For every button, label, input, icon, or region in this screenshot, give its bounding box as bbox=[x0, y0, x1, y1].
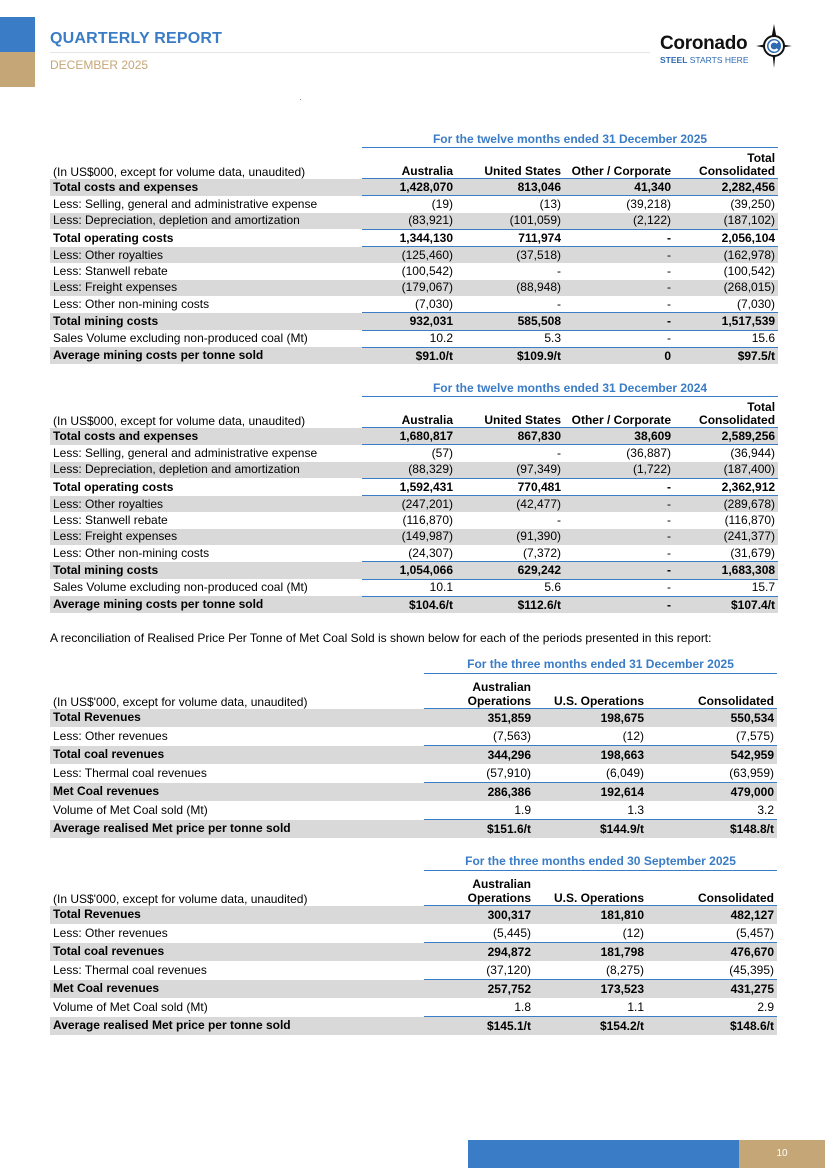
table-row bbox=[50, 347, 778, 364]
cell-value: (13) bbox=[539, 196, 561, 211]
cell-value: 711,974 bbox=[456, 229, 564, 246]
row-label: Less: Selling, general and administrative expense bbox=[53, 445, 318, 460]
table-row bbox=[50, 512, 778, 528]
cell-value: 1.3 bbox=[534, 801, 647, 820]
cell-value: (37,120) bbox=[424, 961, 534, 980]
compass-icon bbox=[756, 24, 792, 68]
cell-value: 3.2 bbox=[647, 801, 777, 820]
row-label: Less: Other non-mining costs bbox=[53, 296, 210, 311]
cell-value: 300,317 bbox=[424, 906, 534, 925]
cell-value: $97.5/t bbox=[674, 347, 778, 364]
cell-value: 1,054,066 bbox=[362, 562, 456, 579]
row-label: Less: Depreciation, depletion and amortization bbox=[50, 213, 362, 230]
cell-value: (5,445) bbox=[424, 924, 534, 943]
cell-value: (247,201) bbox=[362, 496, 456, 513]
column-header: Total Consolidated bbox=[674, 148, 778, 179]
table-row bbox=[50, 229, 778, 246]
cell-value: 15.7 bbox=[674, 579, 778, 596]
cell-value: (116,870) bbox=[402, 513, 453, 528]
cell-value: 15.6 bbox=[674, 330, 778, 347]
cell-value: (19) bbox=[431, 196, 453, 211]
column-header: Australia bbox=[362, 397, 456, 428]
row-label: Less: Freight expenses bbox=[50, 529, 362, 545]
cell-value: 10.1 bbox=[362, 579, 456, 596]
table-row bbox=[50, 924, 777, 943]
cell-value: (7,372) bbox=[456, 545, 564, 562]
revenue-table bbox=[50, 853, 777, 1035]
cell-value: - bbox=[564, 296, 674, 313]
column-header: United States bbox=[456, 148, 564, 179]
period-spacer bbox=[50, 380, 362, 397]
column-header-row bbox=[50, 397, 778, 428]
row-label: Volume of Met Coal sold (Mt) bbox=[53, 999, 208, 1014]
table-row bbox=[50, 496, 778, 513]
table-row bbox=[50, 980, 777, 999]
cost-table bbox=[50, 131, 778, 364]
cell-value: - bbox=[564, 596, 674, 613]
cell-value: (289,678) bbox=[674, 496, 778, 513]
table-row bbox=[50, 579, 778, 596]
cell-value: (241,377) bbox=[674, 529, 778, 545]
cell-value: (91,390) bbox=[456, 529, 564, 545]
row-label: Total coal revenues bbox=[50, 746, 424, 765]
cell-value: (7,030) bbox=[674, 296, 778, 313]
table-row bbox=[50, 709, 777, 728]
cell-value: 2,056,104 bbox=[674, 229, 778, 246]
cell-value: - bbox=[557, 513, 561, 528]
cell-value: 5.6 bbox=[456, 579, 564, 596]
table-row bbox=[50, 196, 778, 213]
cell-value: $148.6/t bbox=[647, 1017, 777, 1036]
cell-value: - bbox=[564, 529, 674, 545]
cell-value: 585,508 bbox=[456, 313, 564, 330]
cell-value: 1.9 bbox=[424, 801, 534, 820]
cell-value: - bbox=[667, 264, 671, 279]
row-label: Total Revenues bbox=[50, 906, 424, 925]
footer-bar bbox=[468, 1140, 739, 1168]
column-header: Other / Corporate bbox=[564, 148, 674, 179]
realised-price-table-sep-2025 bbox=[50, 853, 777, 1035]
cell-value: 5.3 bbox=[456, 330, 564, 347]
cell-value: 286,386 bbox=[424, 783, 534, 802]
cell-value: (45,395) bbox=[647, 961, 777, 980]
mining-costs-table-2025 bbox=[50, 131, 778, 364]
table-row bbox=[50, 562, 778, 579]
row-label: Total mining costs bbox=[50, 562, 362, 579]
cell-value: - bbox=[564, 562, 674, 579]
cell-value: (36,944) bbox=[730, 445, 776, 460]
cell-value: 257,752 bbox=[424, 980, 534, 999]
cell-value: 181,798 bbox=[534, 943, 647, 962]
table-row bbox=[50, 764, 777, 783]
cell-value: (12) bbox=[534, 924, 647, 943]
table-row bbox=[50, 313, 778, 330]
row-label: Total mining costs bbox=[50, 313, 362, 330]
cell-value: (57,910) bbox=[424, 764, 534, 783]
cell-value: 479,000 bbox=[647, 783, 777, 802]
table-row bbox=[50, 545, 778, 562]
cell-value: (6,049) bbox=[534, 764, 647, 783]
cell-value: - bbox=[564, 330, 674, 347]
period-heading: For the three months ended 31 December 2025 bbox=[424, 656, 777, 674]
cell-value: - bbox=[564, 545, 674, 562]
table-row bbox=[50, 746, 777, 765]
row-label: Average mining costs per tonne sold bbox=[50, 347, 362, 364]
cell-value: 1.1 bbox=[534, 998, 647, 1017]
cell-value: (83,921) bbox=[362, 213, 456, 230]
cell-value: (12) bbox=[534, 727, 647, 746]
cell-value: 867,830 bbox=[456, 428, 564, 445]
period-heading: For the three months ended 30 September 2025 bbox=[424, 853, 777, 871]
cell-value: (57) bbox=[431, 445, 453, 460]
row-label: Less: Other royalties bbox=[50, 247, 362, 264]
row-label: Total costs and expenses bbox=[50, 428, 362, 445]
mining-costs-table-2024 bbox=[50, 380, 778, 613]
column-header-row bbox=[50, 148, 778, 179]
cell-value: (149,987) bbox=[362, 529, 456, 545]
header-divider bbox=[50, 52, 650, 53]
realised-price-table-dec-2025 bbox=[50, 656, 777, 838]
cell-value: $144.9/t bbox=[534, 820, 647, 839]
row-label: Met Coal revenues bbox=[50, 783, 424, 802]
column-header-row bbox=[50, 674, 777, 709]
column-header: United States bbox=[456, 397, 564, 428]
row-label: Less: Stanwell rebate bbox=[53, 513, 168, 528]
cost-table bbox=[50, 380, 778, 613]
column-header: Total Consolidated bbox=[674, 397, 778, 428]
row-label: Total coal revenues bbox=[50, 943, 424, 962]
cell-value: 198,675 bbox=[534, 709, 647, 728]
reconciliation-text: A reconciliation of Realised Price Per Tonne of Met Coal Sold is shown below for each of the periods presented in this report: bbox=[50, 631, 712, 645]
cell-value: 770,481 bbox=[456, 478, 564, 495]
cell-value: $145.1/t bbox=[424, 1017, 534, 1036]
cell-value: (37,518) bbox=[456, 247, 564, 264]
header-tan-block bbox=[0, 52, 35, 87]
cell-value: 476,670 bbox=[647, 943, 777, 962]
cell-value: 173,523 bbox=[534, 980, 647, 999]
row-label: Less: Other revenues bbox=[53, 925, 168, 940]
cell-value: (39,250) bbox=[730, 196, 776, 211]
cell-value: - bbox=[564, 280, 674, 296]
logo-tagline bbox=[660, 55, 749, 65]
cell-value: $148.8/t bbox=[647, 820, 777, 839]
cell-value: (101,059) bbox=[456, 213, 564, 230]
row-label: Less: Freight expenses bbox=[50, 280, 362, 296]
table-row bbox=[50, 445, 778, 462]
cell-value: 181,810 bbox=[534, 906, 647, 925]
stray-dot bbox=[300, 99, 301, 100]
cell-value: (39,218) bbox=[626, 196, 671, 211]
table-row bbox=[50, 296, 778, 313]
period-row bbox=[50, 380, 778, 397]
logo-tag-bold: STEEL bbox=[660, 55, 688, 65]
cell-value: 550,534 bbox=[647, 709, 777, 728]
row-label: Sales Volume excluding non-produced coal (Mt) bbox=[53, 331, 308, 346]
column-header: Australian Operations bbox=[424, 674, 534, 709]
table-row bbox=[50, 263, 778, 279]
row-label: Total costs and expenses bbox=[50, 179, 362, 196]
row-label: Less: Thermal coal revenues bbox=[53, 765, 207, 780]
table-row bbox=[50, 998, 777, 1017]
revenue-table bbox=[50, 656, 777, 838]
cell-value: - bbox=[456, 296, 564, 313]
table-row bbox=[50, 961, 777, 980]
cell-value: 1,428,070 bbox=[362, 179, 456, 196]
period-row bbox=[50, 656, 777, 674]
cell-value: (97,349) bbox=[456, 462, 564, 479]
cell-value: 1,680,817 bbox=[362, 428, 456, 445]
cell-value: (24,307) bbox=[362, 545, 456, 562]
cell-value: 482,127 bbox=[647, 906, 777, 925]
cell-value: 542,959 bbox=[647, 746, 777, 765]
table-row bbox=[50, 280, 778, 296]
cell-value: - bbox=[564, 229, 674, 246]
cell-value: 629,242 bbox=[456, 562, 564, 579]
cell-value: 192,614 bbox=[534, 783, 647, 802]
row-label: Volume of Met Coal sold (Mt) bbox=[53, 802, 208, 817]
header-blue-block bbox=[0, 17, 35, 52]
cell-value: 1,517,539 bbox=[674, 313, 778, 330]
table-row bbox=[50, 1017, 777, 1036]
cell-value: (187,400) bbox=[674, 462, 778, 479]
period-heading: For the twelve months ended 31 December 2024 bbox=[362, 380, 778, 397]
cell-value: (88,948) bbox=[456, 280, 564, 296]
period-row bbox=[50, 131, 778, 148]
row-label: Average realised Met price per tonne sold bbox=[50, 1017, 424, 1036]
cell-value: 351,859 bbox=[424, 709, 534, 728]
cell-value: 2,362,912 bbox=[674, 478, 778, 495]
row-label: Less: Stanwell rebate bbox=[53, 264, 168, 279]
cell-value: 1.8 bbox=[424, 998, 534, 1017]
cell-value: (63,959) bbox=[647, 764, 777, 783]
cell-value: (162,978) bbox=[674, 247, 778, 264]
cell-value: $154.2/t bbox=[534, 1017, 647, 1036]
cell-value: (7,575) bbox=[647, 727, 777, 746]
report-title: QUARTERLY REPORT bbox=[50, 30, 223, 47]
table-row bbox=[50, 596, 778, 613]
row-label: Less: Thermal coal revenues bbox=[53, 962, 207, 977]
cell-value: - bbox=[564, 313, 674, 330]
row-label: Sales Volume excluding non-produced coal (Mt) bbox=[53, 580, 308, 595]
row-label: Less: Other non-mining costs bbox=[53, 545, 210, 560]
row-label: Less: Other revenues bbox=[53, 728, 168, 743]
period-spacer bbox=[50, 131, 362, 148]
table-row bbox=[50, 478, 778, 495]
units-label: (In US$000, except for volume data, unaudited) bbox=[53, 164, 306, 179]
coronado-logo bbox=[660, 31, 795, 77]
table-row bbox=[50, 801, 777, 820]
cell-value: 1,592,431 bbox=[362, 478, 456, 495]
logo-tag-rest: STARTS HERE bbox=[687, 55, 749, 65]
row-label: Average mining costs per tonne sold bbox=[50, 596, 362, 613]
cell-value: $151.6/t bbox=[424, 820, 534, 839]
column-header: Consolidated bbox=[647, 674, 777, 709]
cell-value: 38,609 bbox=[564, 428, 674, 445]
table-row bbox=[50, 820, 777, 839]
column-header-row bbox=[50, 871, 777, 906]
table-row bbox=[50, 213, 778, 230]
cell-value: 2.9 bbox=[647, 998, 777, 1017]
column-header: U.S. Operations bbox=[534, 674, 647, 709]
table-row bbox=[50, 906, 777, 925]
row-label: Less: Depreciation, depletion and amortization bbox=[50, 462, 362, 479]
cell-value: 1,344,130 bbox=[362, 229, 456, 246]
column-header: Australia bbox=[362, 148, 456, 179]
column-header: Australian Operations bbox=[424, 871, 534, 906]
logo-name: Coronado bbox=[660, 33, 748, 54]
units-label: (In US$000, except for volume data, unaudited) bbox=[53, 413, 306, 428]
cell-value: 813,046 bbox=[456, 179, 564, 196]
table-row bbox=[50, 783, 777, 802]
row-label: Average realised Met price per tonne sold bbox=[50, 820, 424, 839]
table-row bbox=[50, 727, 777, 746]
cell-value: $91.0/t bbox=[362, 347, 456, 364]
table-row bbox=[50, 247, 778, 264]
row-label: Less: Selling, general and administrative expense bbox=[53, 196, 318, 211]
column-header: U.S. Operations bbox=[534, 871, 647, 906]
cell-value: - bbox=[564, 496, 674, 513]
row-label: Met Coal revenues bbox=[50, 980, 424, 999]
report-date: DECEMBER 2025 bbox=[50, 58, 149, 72]
cell-value: - bbox=[564, 247, 674, 264]
table-row bbox=[50, 529, 778, 545]
row-label: Less: Other royalties bbox=[50, 496, 362, 513]
units-label: (In US$'000, except for volume data, unaudited) bbox=[53, 694, 308, 709]
cell-value: 2,589,256 bbox=[674, 428, 778, 445]
table-row bbox=[50, 428, 778, 445]
units-label: (In US$'000, except for volume data, unaudited) bbox=[53, 891, 308, 906]
cell-value: 198,663 bbox=[534, 746, 647, 765]
cell-value: - bbox=[667, 513, 671, 528]
period-spacer bbox=[50, 853, 424, 871]
row-label: Total operating costs bbox=[53, 479, 174, 494]
column-header: Consolidated bbox=[647, 871, 777, 906]
cell-value: - bbox=[557, 445, 561, 460]
cell-value: $109.9/t bbox=[456, 347, 564, 364]
cell-value: $104.6/t bbox=[362, 596, 456, 613]
cell-value: (7,030) bbox=[362, 296, 456, 313]
period-spacer bbox=[50, 656, 424, 674]
cell-value: (1,722) bbox=[564, 462, 674, 479]
cell-value: - bbox=[564, 579, 674, 596]
cell-value: (8,275) bbox=[534, 961, 647, 980]
cell-value: (31,679) bbox=[674, 545, 778, 562]
period-heading: For the twelve months ended 31 December 2025 bbox=[362, 131, 778, 148]
cell-value: (2,122) bbox=[564, 213, 674, 230]
cell-value: $112.6/t bbox=[456, 596, 564, 613]
table-row bbox=[50, 462, 778, 479]
cell-value: 1,683,308 bbox=[674, 562, 778, 579]
period-row bbox=[50, 853, 777, 871]
page-number: 10 bbox=[739, 1140, 825, 1168]
cell-value: (36,887) bbox=[626, 445, 671, 460]
table-row bbox=[50, 330, 778, 347]
cell-value: 294,872 bbox=[424, 943, 534, 962]
cell-value: 932,031 bbox=[362, 313, 456, 330]
cell-value: 0 bbox=[564, 347, 674, 364]
column-header: Other / Corporate bbox=[564, 397, 674, 428]
cell-value: (100,542) bbox=[723, 264, 776, 279]
row-label: Total Revenues bbox=[50, 709, 424, 728]
table-row bbox=[50, 179, 778, 196]
cell-value: 10.2 bbox=[362, 330, 456, 347]
cell-value: $107.4/t bbox=[674, 596, 778, 613]
table-row bbox=[50, 943, 777, 962]
cell-value: (7,563) bbox=[424, 727, 534, 746]
cell-value: (187,102) bbox=[674, 213, 778, 230]
cell-value: (100,542) bbox=[401, 264, 453, 279]
cell-value: 344,296 bbox=[424, 746, 534, 765]
cell-value: - bbox=[564, 478, 674, 495]
row-label: Total operating costs bbox=[53, 230, 174, 245]
cell-value: (125,460) bbox=[362, 247, 456, 264]
cell-value: (42,477) bbox=[456, 496, 564, 513]
cell-value: (268,015) bbox=[674, 280, 778, 296]
cell-value: 41,340 bbox=[564, 179, 674, 196]
cell-value: (179,067) bbox=[362, 280, 456, 296]
cell-value: (5,457) bbox=[647, 924, 777, 943]
cell-value: 431,275 bbox=[647, 980, 777, 999]
cell-value: (88,329) bbox=[362, 462, 456, 479]
cell-value: - bbox=[557, 264, 561, 279]
cell-value: (116,870) bbox=[724, 513, 776, 528]
cell-value: 2,282,456 bbox=[674, 179, 778, 196]
